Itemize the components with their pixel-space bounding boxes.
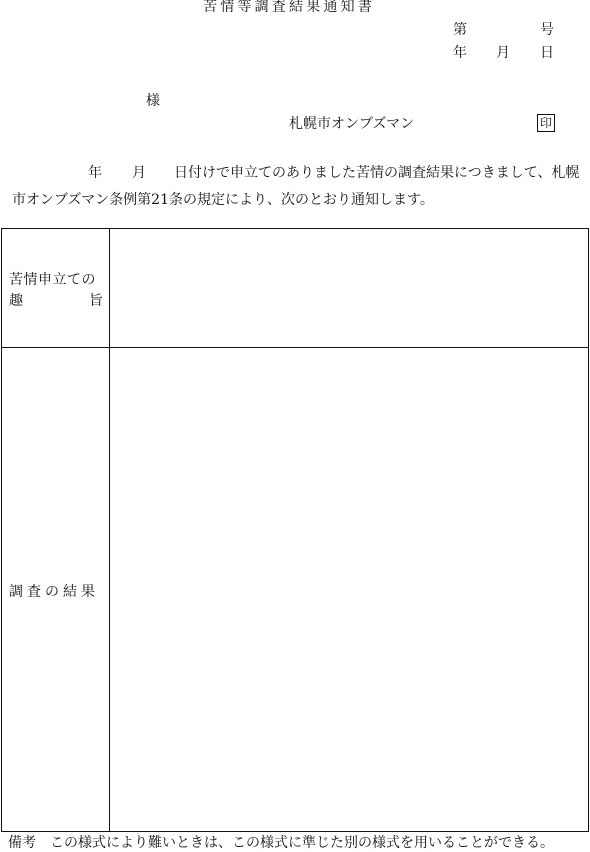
- doc-number-suffix: 号: [540, 22, 554, 38]
- complaint-purpose-label-char-a: 趣: [9, 293, 23, 309]
- date-month-label: 月: [496, 45, 510, 61]
- seal-mark: 印: [537, 114, 555, 132]
- body-text: 日付けで申立てのありました苦情の調査結果につきまして、札幌市オンブズマン条例第21条の規定により、次のとおり通知します。: [12, 165, 580, 208]
- document-title: 苦情等調査結果通知書: [203, 0, 375, 15]
- investigation-result-content[interactable]: [110, 348, 588, 831]
- body-year-label: 年: [88, 165, 102, 181]
- complaint-purpose-content[interactable]: [110, 229, 588, 347]
- date-year-label: 年: [453, 45, 467, 61]
- complaint-purpose-label-line1: 苦情申立ての: [9, 272, 96, 288]
- date-day-label: 日: [540, 45, 554, 61]
- result-table: [1, 228, 589, 832]
- sender-name: 札幌市オンブズマン: [289, 116, 415, 132]
- body-month-label: 月: [132, 165, 146, 181]
- footer-note: 備考 この様式により難いときは、この様式に準じた別の様式を用いることができる。: [8, 835, 554, 851]
- investigation-result-label: 調査の結果: [9, 584, 99, 600]
- notice-body: [12, 160, 587, 214]
- doc-number-prefix: 第: [453, 22, 467, 38]
- addressee-honorific: 様: [146, 93, 160, 109]
- complaint-purpose-label-line2: [9, 290, 103, 310]
- complaint-purpose-label-char-b: 旨: [89, 293, 103, 309]
